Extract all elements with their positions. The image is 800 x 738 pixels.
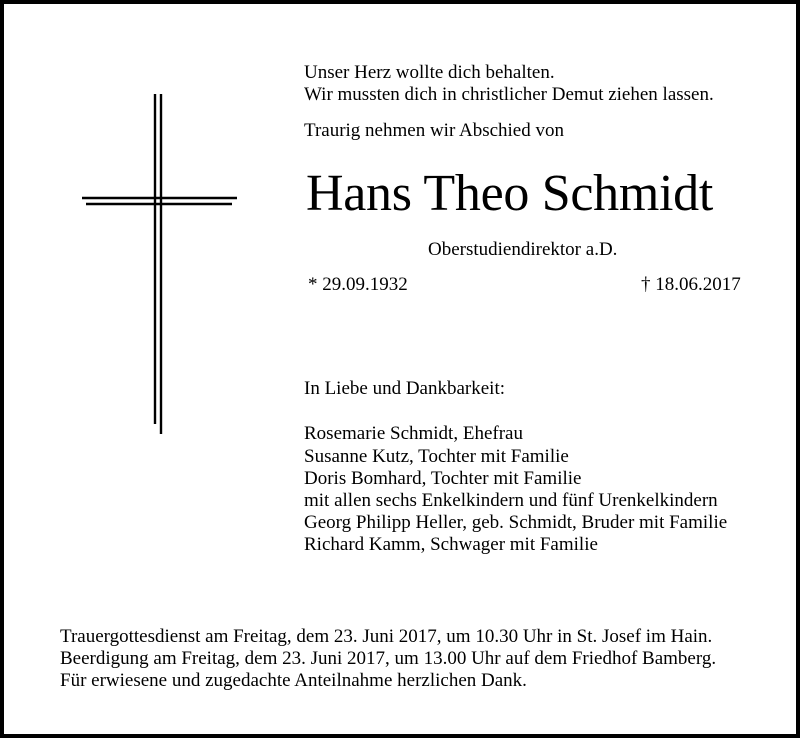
deceased-name: Hans Theo Schmidt bbox=[306, 165, 714, 222]
intro-text: Traurig nehmen wir Abschied von bbox=[304, 120, 564, 141]
thanks-text: Für erwiesene und zugedachte Anteilnahme herzlichen Dank. bbox=[60, 670, 527, 691]
mourner-2: Susanne Kutz, Tochter mit Familie bbox=[304, 446, 569, 467]
mourner-5: Georg Philipp Heller, geb. Schmidt, Bruder mit Familie bbox=[304, 512, 728, 533]
deceased-title: Oberstudiendirektor a.D. bbox=[428, 239, 618, 260]
burial-info: Beerdigung am Freitag, dem 23. Juni 2017, um 13.00 Uhr auf dem Friedhof Bamberg. bbox=[60, 648, 717, 669]
motto-line-2: Wir mussten dich in christlicher Demut ziehen lassen. bbox=[304, 84, 714, 105]
service-info: Trauergottesdienst am Freitag, dem 23. Juni 2017, um 10.30 Uhr in St. Josef im Hain. bbox=[60, 626, 713, 647]
mourner-4: mit allen sechs Enkelkindern und fünf Urenkelkindern bbox=[304, 490, 718, 511]
birth-date: * 29.09.1932 bbox=[308, 274, 408, 295]
mourner-6: Richard Kamm, Schwager mit Familie bbox=[304, 534, 598, 555]
mourners-heading: In Liebe und Dankbarkeit: bbox=[304, 378, 506, 399]
cross-icon bbox=[82, 94, 242, 434]
motto-line-1: Unser Herz wollte dich behalten. bbox=[304, 62, 555, 83]
death-date: † 18.06.2017 bbox=[641, 274, 741, 295]
mourner-1: Rosemarie Schmidt, Ehefrau bbox=[304, 423, 523, 444]
mourner-3: Doris Bomhard, Tochter mit Familie bbox=[304, 468, 582, 489]
